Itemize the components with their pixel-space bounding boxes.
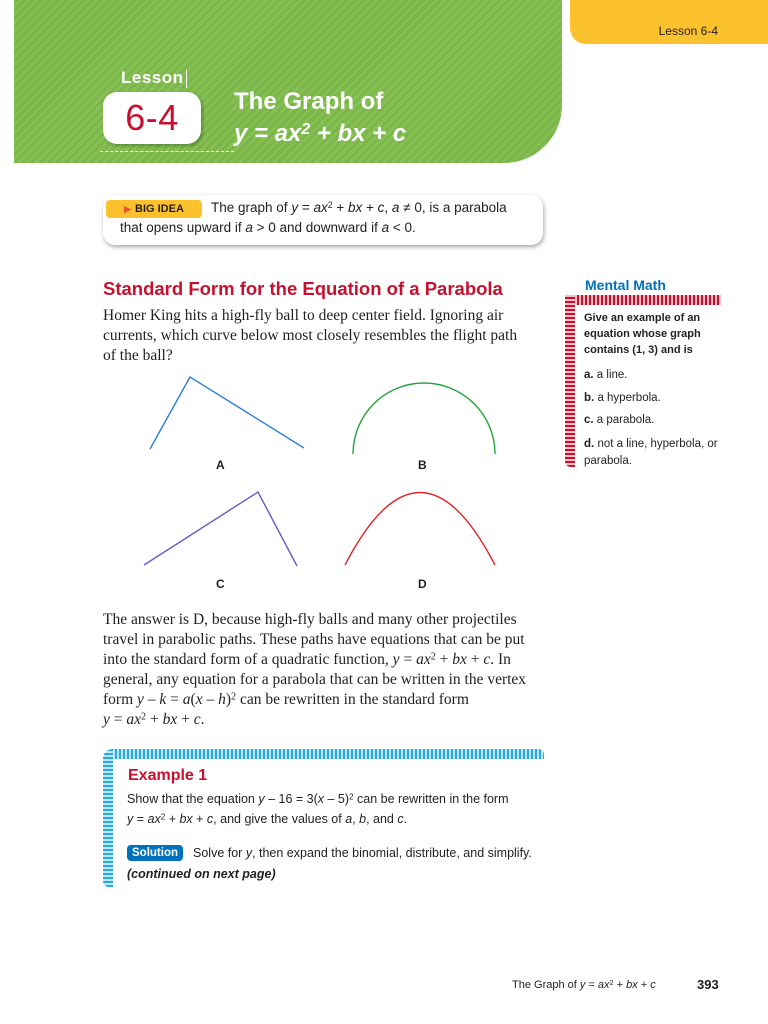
example-top-stripe xyxy=(103,749,544,759)
answer-line: into the standard form of a quadratic function, $y = ax^2$ + bx + c. In xyxy=(103,651,511,668)
mental-math-item-c: c. a parabola. xyxy=(584,414,655,426)
example-title: Example 1 xyxy=(128,767,208,784)
figure-label-d: D xyxy=(418,577,427,591)
mental-math-item-d: d. not a line, hyperbola, or xyxy=(584,438,718,450)
curve-b xyxy=(353,383,495,454)
figure-label-c: C xyxy=(216,577,225,591)
mental-math-question: contains (1, 3) and is xyxy=(584,344,693,356)
mental-math-item-d-continued: parabola. xyxy=(584,455,632,467)
answer-line: general, any equation for a parabola that can be written in the vertex xyxy=(103,671,527,688)
mental-math-stripe xyxy=(565,295,721,305)
solution-text: Solve for y, then expand the binomial, distribute, and simplify. xyxy=(193,846,532,860)
answer-line: The answer is D, because high-fly balls and many other projectiles xyxy=(103,611,517,628)
example-side-stripe xyxy=(103,749,113,887)
mental-math-title: Mental Math xyxy=(585,277,666,293)
curve-d xyxy=(345,493,495,566)
continued-note: (continued on next page) xyxy=(127,867,276,881)
answer-line: form y – k = a(x – h)$^2$ can be rewritten in the standard form xyxy=(103,691,469,708)
lesson-number: 6-4 xyxy=(125,97,179,138)
big-idea-text-line1: The graph of $y = ax^2$ + bx + c, a ≠ 0, is a parabola xyxy=(211,200,507,215)
intro-line: currents, which curve below most closely resembles the flight path xyxy=(103,327,518,344)
section-heading: Standard Form for the Equation of a Parabola xyxy=(103,278,503,299)
intro-line: of the ball? xyxy=(103,347,173,364)
example-prompt-line2: $y = ax^2$ + bx + c, and give the values of a, b, and c. xyxy=(127,812,408,826)
mental-math-question: Give an example of an xyxy=(584,312,701,324)
big-idea-text-line2: that opens upward if a > 0 and downward if a < 0. xyxy=(120,220,416,235)
mental-math-question: equation whose graph xyxy=(584,328,701,340)
triangle-right-icon: ▶ xyxy=(124,203,131,214)
mental-math-item-a: a. a line. xyxy=(584,369,628,381)
curve-a xyxy=(150,377,304,449)
running-head: Lesson 6-4 xyxy=(658,24,718,38)
lesson-title-line1: The Graph of xyxy=(234,88,384,115)
curve-c xyxy=(144,492,297,566)
example-prompt-line1: Show that the equation y – 16 = 3(x – 5)$^2$ can be rewritten in the form xyxy=(127,792,509,806)
answer-line: $y = ax^2$ + bx + c. xyxy=(103,711,205,728)
page-number: 393 xyxy=(697,977,719,992)
lesson-label: Lesson xyxy=(121,68,184,87)
big-idea-label-text: BIG IDEA xyxy=(135,203,184,215)
footer-title: The Graph of $y = ax^2$ + bx + c xyxy=(512,978,656,991)
figure-label-a: A xyxy=(216,458,225,472)
mental-math-item-b: b. a hyperbola. xyxy=(584,392,661,404)
answer-line: travel in parabolic paths. These paths have equations that can be put xyxy=(103,631,525,648)
solution-badge: Solution xyxy=(127,845,183,861)
intro-line: Homer King hits a high-fly ball to deep center field. Ignoring air xyxy=(103,307,504,324)
lesson-title-equation: $y = ax^2$ + bx + c xyxy=(234,120,407,147)
mental-math-side-stripe xyxy=(565,295,575,467)
figure-label-b: B xyxy=(418,458,427,472)
